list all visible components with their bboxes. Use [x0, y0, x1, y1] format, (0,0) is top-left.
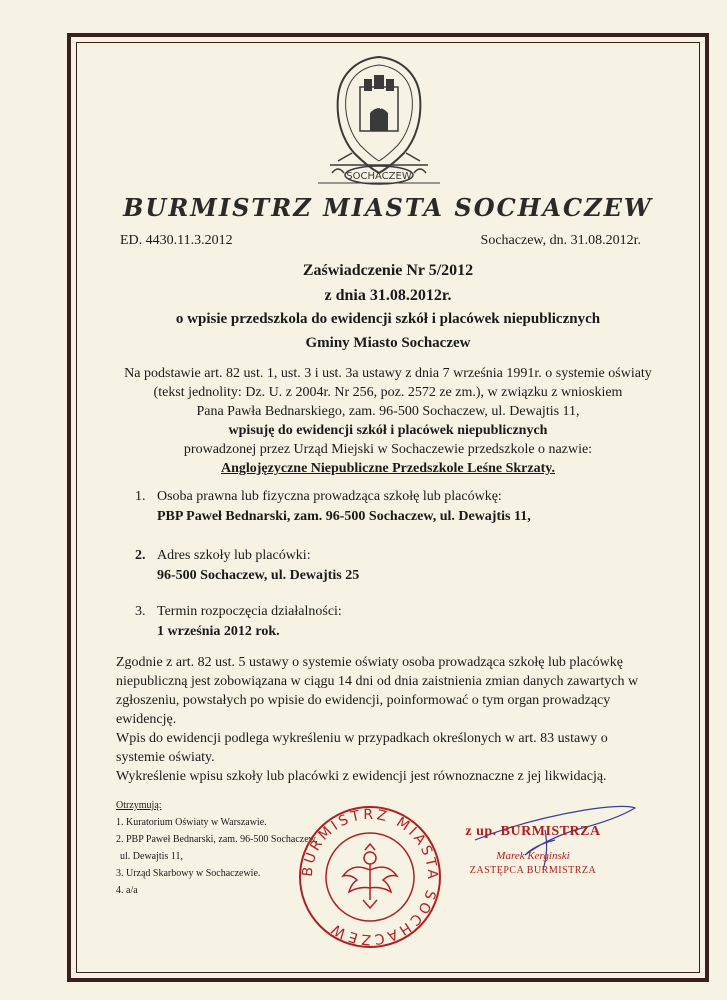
paragraph-line: zgłoszeniu, powstałych po wpisie do ewidencji, poinformować o tym organ prowadzący — [116, 693, 611, 708]
recipient-item: 4. a/a — [116, 885, 138, 896]
legal-basis-block — [90, 364, 686, 478]
coat-of-arms-icon — [318, 53, 440, 193]
certificate-title: Zaświadczenie Nr 5/2012 — [302, 262, 474, 279]
signatory-role: ZASTĘPCA BURMISTRZA — [469, 865, 597, 876]
list-label: Adres szkoły lub placówki: — [157, 548, 311, 563]
svg-text:4: 4 — [374, 97, 384, 113]
certificate-subject: o wpisie przedszkola do ewidencji szkół i placówek niepublicznych — [175, 311, 601, 327]
signatory-name: Marek Kerginski — [496, 850, 570, 862]
svg-text:SOCHACZEW: SOCHACZEW — [346, 171, 412, 182]
list-item — [135, 602, 675, 642]
paragraph-line: Wykreślenie wpisu szkoły lub placówki z ewidencji jest równoznaczne z jej likwidacją. — [116, 769, 607, 784]
recipient-item: 3. Urząd Skarbowy w Sochaczewie. — [116, 868, 261, 879]
paragraph-line: Zgodnie z art. 82 ust. 5 ustawy o systemie oświaty osoba prowadząca szkołę lub placówkę — [116, 655, 623, 670]
list-value: 1 września 2012 rok. — [157, 624, 280, 639]
list-item — [135, 546, 675, 586]
paragraph-line: Wpis do ewidencji podlega wykreśleniu w przypadkach określonych w art. 83 ustawy o — [116, 731, 608, 746]
paragraph-obligation — [116, 653, 666, 786]
body-line: (tekst jednolity: Dz. U. z 2004r. Nr 256, poz. 2572 ze zm.), w związku z wnioskiem — [153, 385, 623, 400]
list-number: 3. — [135, 604, 146, 619]
kindergarten-name: Anglojęzyczne Niepubliczne Przedszkole Leśne Skrzaty. — [220, 461, 555, 476]
certificate-municipality: Gminy Miasto Sochaczew — [305, 335, 471, 351]
body-line: prowadzonej przez Urząd Miejski w Sochaczewie przedszkole o nazwie: — [183, 442, 593, 457]
certificate-date: z dnia 31.08.2012r. — [324, 287, 452, 304]
list-value: PBP Paweł Bednarski, zam. 96-500 Sochaczew, ul. Dewajtis 11, — [157, 509, 531, 524]
recipient-item: 2. PBP Paweł Bednarski, zam. 96-500 Sochaczew, — [116, 834, 318, 845]
body-line-decision: wpisuję do ewidencji szkół i placówek niepublicznych — [228, 423, 548, 438]
recipient-item: ul. Dewajtis 11, — [120, 851, 183, 862]
body-line: Pana Pawła Bednarskiego, zam. 96-500 Sochaczew, ul. Dewajtis 11, — [196, 404, 580, 419]
list-item — [135, 487, 675, 527]
list-label: Termin rozpoczęcia działalności: — [157, 604, 342, 619]
reference-number: ED. 4430.11.3.2012 — [120, 233, 233, 248]
paragraph-line: niepubliczną jest zobowiązana w ciągu 14 dni od dnia zaistnienia zmian danych zawartych w — [116, 674, 639, 689]
list-label: Osoba prawna lub fizyczna prowadząca szkołę lub placówkę: — [157, 489, 502, 504]
list-number: 2. — [135, 548, 146, 563]
document-header-title: BURMISTRZ MIASTA SOCHACZEW — [123, 193, 653, 222]
body-line: Na podstawie art. 82 ust. 1, ust. 3 i ust. 3a ustawy z dnia 7 września 1991r. o systemie oświaty — [124, 366, 652, 381]
paragraph-line: systemie oświaty. — [116, 750, 215, 765]
place-and-date: Sochaczew, dn. 31.08.2012r. — [480, 233, 641, 248]
recipients-list — [116, 797, 318, 899]
official-seal-icon — [295, 802, 445, 952]
seal-text: BURMISTRZ MIASTA SOCHACZEW — [299, 806, 441, 948]
recipients-header: Otrzymują: — [116, 800, 162, 811]
recipient-item: 1. Kuratorium Oświaty w Warszawie. — [116, 817, 267, 828]
signature-block — [448, 824, 618, 876]
list-value: 96-500 Sochaczew, ul. Dewajtis 25 — [157, 568, 360, 583]
paragraph-line: ewidencję. — [116, 712, 177, 727]
list-number: 1. — [135, 489, 146, 504]
signature-title: z up. BURMISTRZA — [465, 824, 601, 839]
